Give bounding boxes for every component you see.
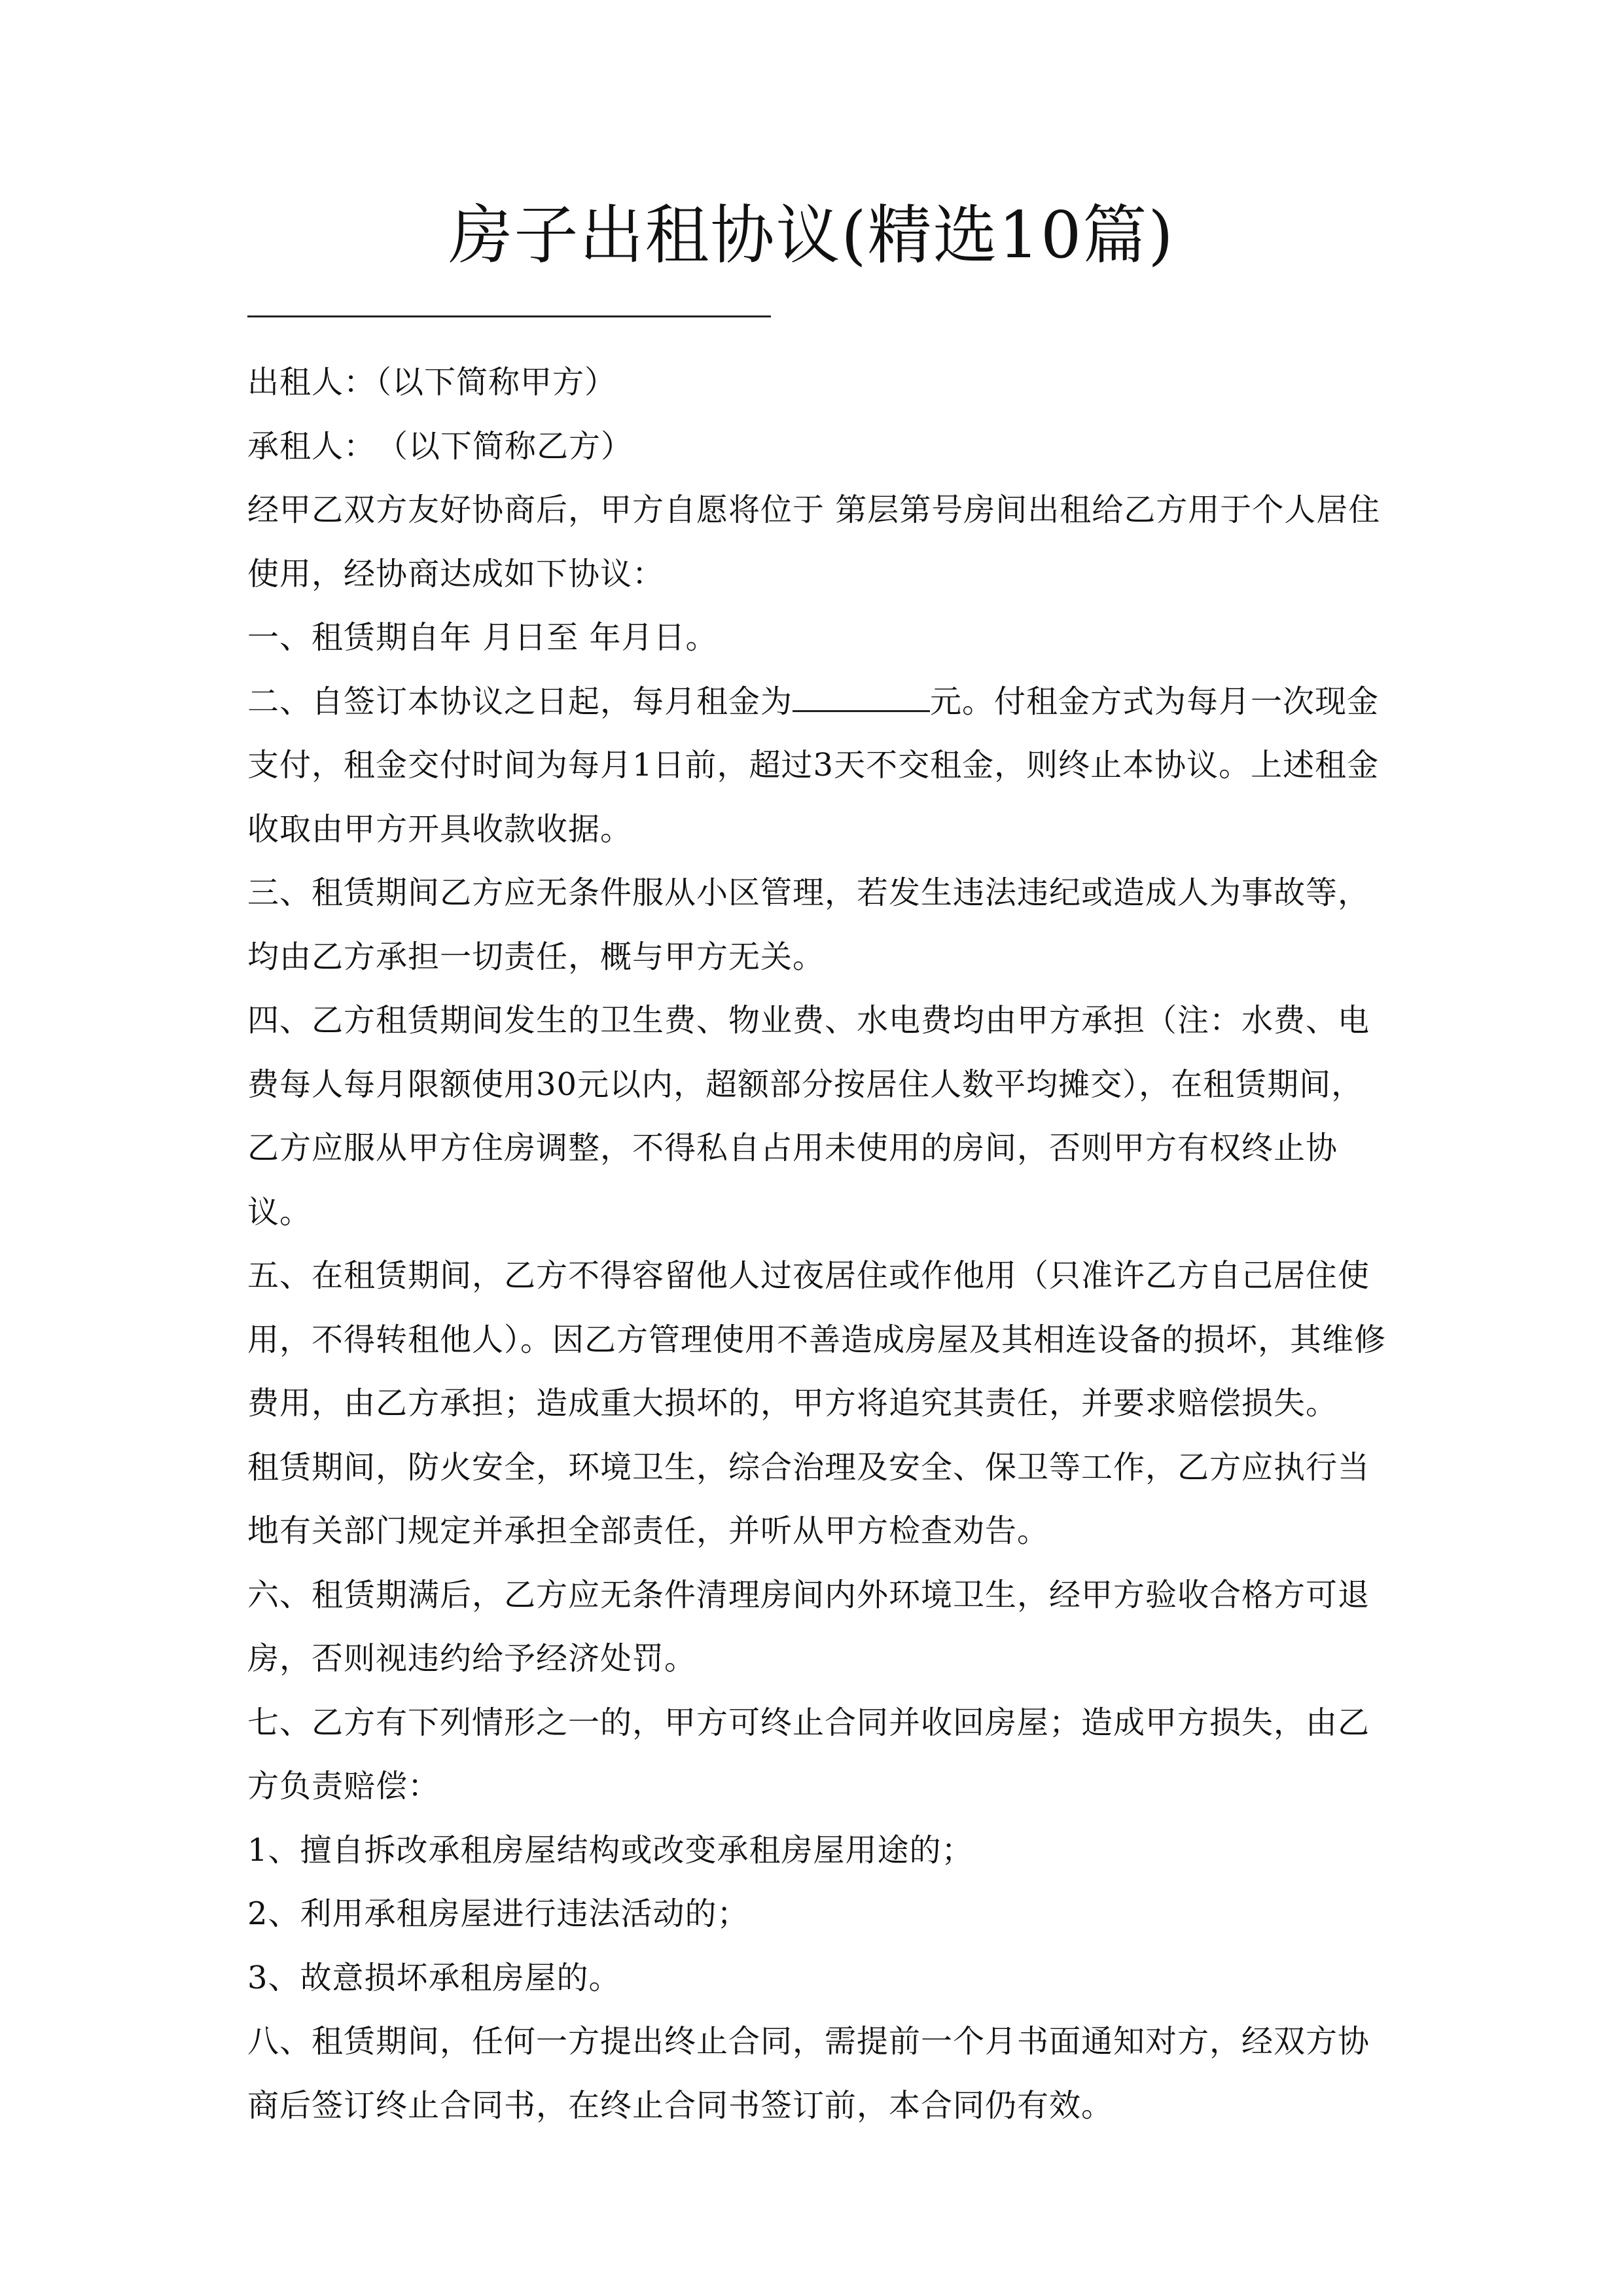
lessor-line: 出租人：（以下简称甲方） xyxy=(247,364,617,401)
clause-8: 八、租赁期间，任何一方提出终止合同，需提前一个月书面通知对方，经双方协商后签订终止合同书，在终止合同书签订前，本合同仍有效。 xyxy=(247,2023,1370,2124)
clause-6: 六、租赁期满后，乙方应无条件清理房间内外环境卫生，经甲方验收合格方可退房，否则视违约给予经济处罚。 xyxy=(247,1576,1370,1677)
clause-7-item-3: 3、故意损坏承租房屋的。 xyxy=(247,1959,621,1996)
rent-amount-blank xyxy=(793,681,930,712)
clause-2-text-before: 二、自签订本协议之日起，每月租金为 xyxy=(247,683,793,720)
clause-1: 一、租赁期自年 月日至 年月日。 xyxy=(247,619,718,656)
lessee-line: 承租人： （以下简称乙方） xyxy=(247,427,633,465)
document-title: 房子出租协议(精选10篇) xyxy=(448,198,1175,273)
clause-5-continued: 租赁期间，防火安全，环境卫生，综合治理及安全、保卫等工作，乙方应执行当地有关部门规定并承担全部责任，并听从甲方检查劝告。 xyxy=(247,1448,1370,1549)
clause-3: 三、租赁期间乙方应无条件服从小区管理，若发生违法违纪或造成人为事故等，均由乙方承担一切责任，概与甲方无关。 xyxy=(247,874,1370,975)
clause-4: 四、乙方租赁期间发生的卫生费、物业费、水电费均由甲方承担（注：水费、电费每人每月限额使用30元以内，超额部分按居住人数平均摊交），在租赁期间，乙方应服从甲方住房调整，不得私自占用未使用的房间，否则甲方有权终止协议。 xyxy=(247,1002,1370,1230)
clause-2-text-after: 元。付租金方式为每月一次现金支付，租金交付时间为每月1日前，超过3天不交租金，则终止本协议。上述租金收取由甲方开具收款收据。 xyxy=(247,683,1380,848)
clause-5: 五、在租赁期间，乙方不得容留他人过夜居住或作他用（只准许乙方自己居住使用，不得转租他人）。因乙方管理使用不善造成房屋及其相连设备的损坏，其维修费用，由乙方承担；造成重大损坏的，甲方将追究其责任，并要求赔偿损失。 xyxy=(247,1257,1387,1422)
clause-2 xyxy=(247,670,1394,862)
preamble-paragraph: 经甲乙双方友好协商后，甲方自愿将位于 第层第号房间出租给乙方用于个人居住使用，经协商达成如下协议： xyxy=(247,492,1381,592)
clause-7: 七、乙方有下列情形之一的，甲方可终止合同并收回房屋；造成甲方损失，由乙方负责赔偿： xyxy=(247,1704,1370,1804)
clause-7-item-1: 1、擅自拆改承租房屋结构或改变承租房屋用途的； xyxy=(247,1831,974,1869)
title-underline xyxy=(247,315,771,317)
document-body xyxy=(247,351,1394,2138)
clause-7-item-2: 2、利用承租房屋进行违法活动的； xyxy=(247,1895,749,1932)
